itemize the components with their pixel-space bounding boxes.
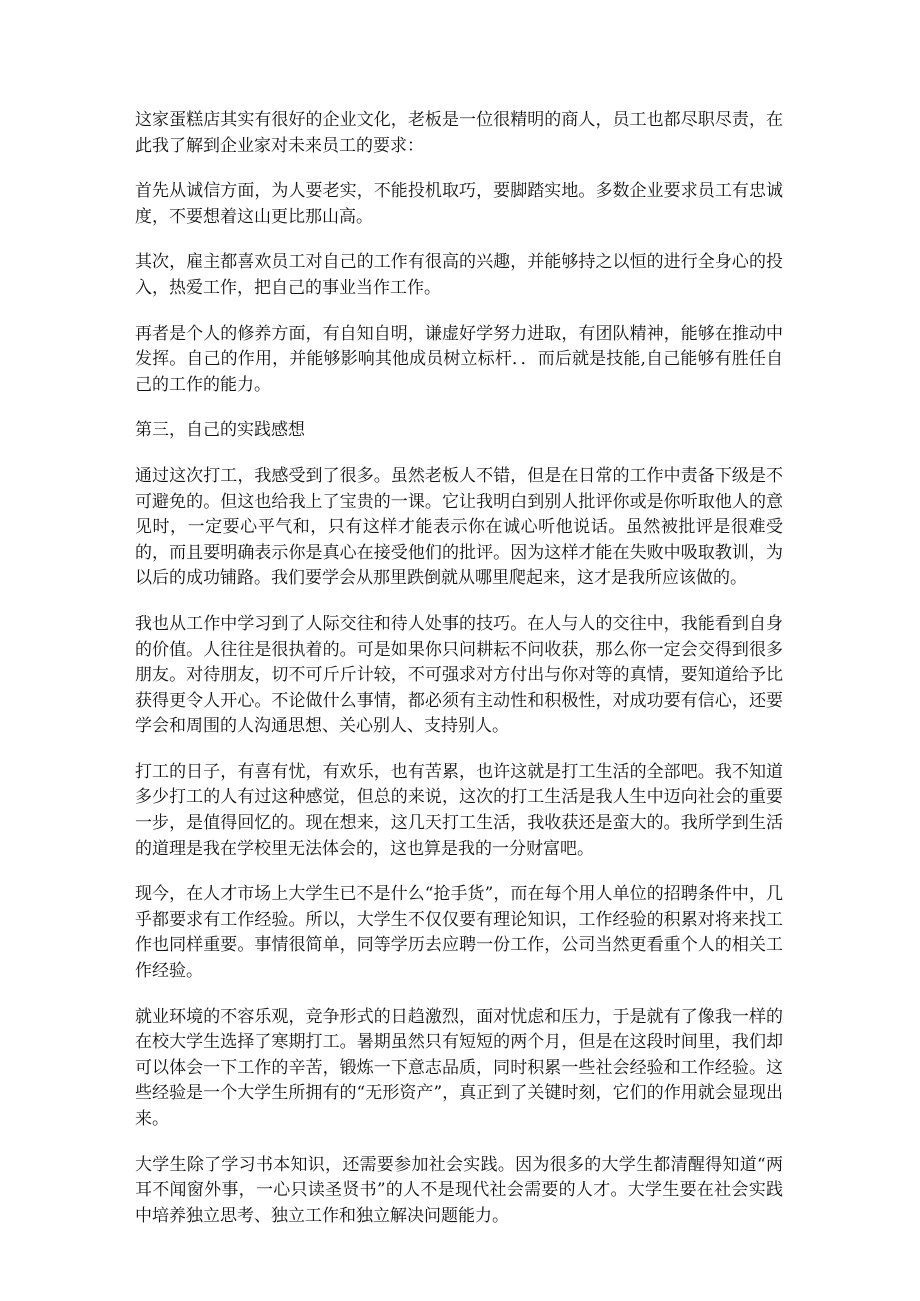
paragraph-enterprise-culture: 这家蛋糕店其实有很好的企业文化，老板是一位很精明的商人，员工也都尽职尽责，在此我了解到企业家对未来员工的要求： [135, 110, 783, 156]
paragraph-work-days: 打工的日子，有喜有忧，有欢乐，也有苦累，也许这就是打工生活的全部吧。我不知道多少打工的人有过这种感觉，但总的来说，这次的打工生活是我人生中迈向社会的重要一步，是值得回忆的。现在想来，这几天打工生活，我收获还是蛮大的。我所学到生活的道理是我在学校里无法体会的，这也算是我的一分财富吧。 [135, 761, 783, 859]
paragraph-interpersonal: 我也从工作中学习到了人际交往和待人处事的技巧。在人与人的交往中，我能看到自身的价值。人往往是很执着的。可是如果你只问耕耘不问收获，那么你一定会交得到很多朋友。对待朋友，切不可斤斤计较，不可强求对方付出与你对等的真情，要知道给予比获得更令人开心。不论做什么事情，都必须有主动性和积极性，对成功要有信心，还要学会和周围的人沟通思想、关心别人、支持别人。 [135, 613, 783, 737]
paragraph-self-cultivation: 再者是个人的修养方面，有自知自明，谦虚好学努力进取，有团队精神，能够在推动中发挥。自己的作用，并能够影响其他成员树立标杆．．而后就是技能,自己能够有胜任自己的工作的能力。 [135, 323, 783, 395]
paragraph-employment: 就业环境的不容乐观，竞争形式的日趋激烈，面对忧虑和压力，于是就有了像我一样的在校大学生选择了寒期打工。暑期虽然只有短短的两个月，但是在这段时间里，我们却可以体会一下工作的辛苦，锻炼一下意志品质，同时积累一些社会经验和工作经验。这些经验是一个大学生所拥有的“无形资产”，真正到了关键时刻，它们的作用就会显现出来。 [135, 1006, 783, 1129]
paragraph-work-experience: 现今，在人才市场上大学生已不是什么“抢手货”，而在每个用人单位的招聘条件中，几乎都要求有工作经验。所以，大学生不仅仅要有理论知识，工作经验的积累对将来找工作也同样重要。事情很简单，同等学历去应聘一份工作，公司当然更看重个人的相关工作经验。 [135, 884, 783, 982]
paragraph-criticism: 通过这次打工，我感受到了很多。虽然老板人不错，但是在日常的工作中责备下级是不可避免的。但这也给我上了宝贵的一课。它让我明白到别人批评你或是你听取他人的意见时，一定要心平气和，只有这样才能表示你在诚心听他说话。虽然被批评是很难受的，而且要明确表示你是真心在接受他们的批评。因为这样才能在失败中吸取教训，为以后的成功铺路。我们要学会从那里跌倒就从哪里爬起来，这才是我所应该做的。 [135, 465, 783, 589]
paragraph-honesty: 首先从诚信方面，为人要老实，不能投机取巧，要脚踏实地。多数企业要求员工有忠诚度，不要想着这山更比那山高。 [135, 181, 783, 227]
document-body [135, 108, 783, 1249]
paragraph-interest: 其次，雇主都喜欢员工对自己的工作有很高的兴趣，并能够持之以恒的进行全身心的投入，热爱工作，把自己的事业当作工作。 [135, 252, 783, 298]
section-heading-practice-reflection: 第三，自己的实践感想 [135, 420, 305, 441]
paragraph-social-practice: 大学生除了学习书本知识，还需要参加社会实践。因为很多的大学生都清醒得知道“两耳不闻窗外事，一心只读圣贤书”的人不是现代社会需要的人才。大学生要在社会实践中培养独立思考、独立工作和独立解决问题能力。 [135, 1154, 783, 1226]
